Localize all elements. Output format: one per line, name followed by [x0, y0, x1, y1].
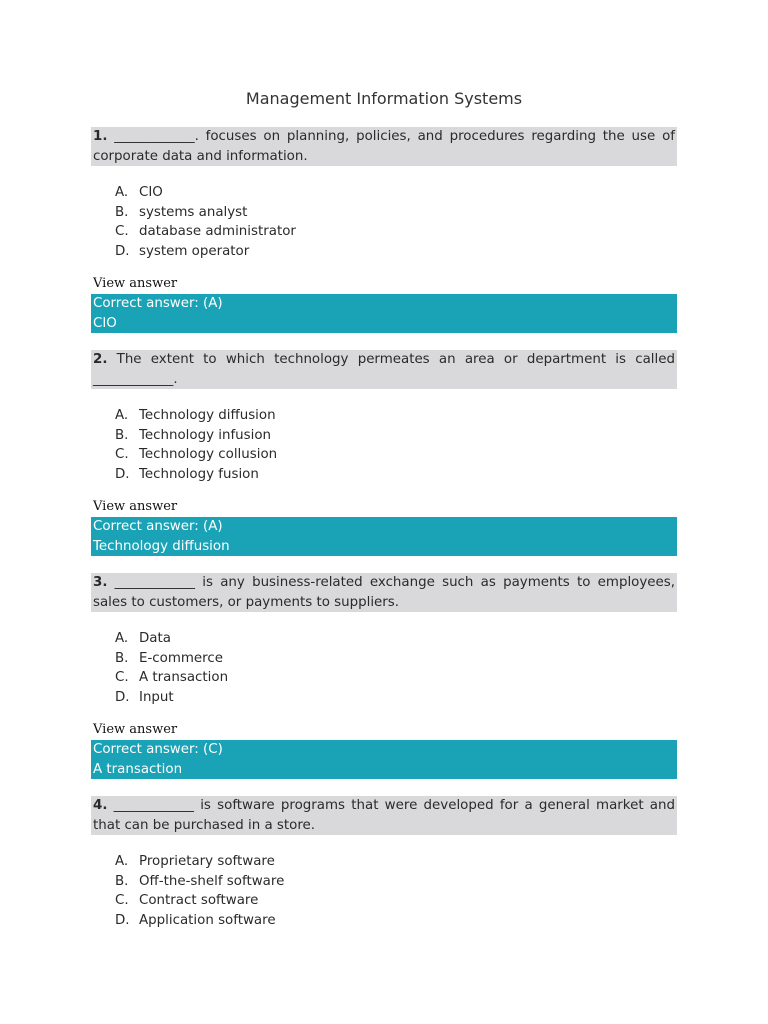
question-body: The extent to which technology permeates an area or department is called ____________. — [93, 352, 675, 387]
view-answer-link[interactable]: View answer — [93, 276, 178, 291]
correct-answer-label: Correct answer: (A) — [93, 296, 223, 311]
option-list-4 — [115, 852, 284, 930]
correct-answer-box — [91, 517, 677, 556]
option-a: A. Proprietary software — [115, 854, 275, 869]
option-list-1 — [115, 183, 296, 261]
option-d: D. Input — [115, 689, 174, 705]
question-number: 2. — [93, 352, 108, 367]
view-answer-link[interactable]: View answer — [93, 722, 178, 737]
correct-answer-text: Technology diffusion — [93, 538, 230, 554]
question-number: 3. — [93, 575, 108, 590]
option-c: C. Contract software — [115, 893, 259, 908]
question-body: ____________ is any business-related exchange such as payments to employees, sales to customers, or payments to suppliers. — [93, 575, 675, 610]
page-title: Management Information Systems — [245, 89, 523, 108]
option-c: C. database administrator — [115, 224, 296, 239]
option-c: C. Technology collusion — [115, 447, 278, 462]
option-list-2 — [115, 406, 277, 484]
question-block-2 — [91, 350, 677, 554]
correct-answer-box — [91, 740, 677, 779]
question-body: ____________ is software programs that were developed for a general market and that can be purchased in a store. — [93, 798, 675, 833]
correct-answer-label: Correct answer: (C) — [93, 742, 223, 757]
question-text-3 — [91, 573, 677, 612]
correct-answer-label: Correct answer: (A) — [93, 519, 223, 534]
option-a: A. CIO — [115, 185, 163, 200]
question-text-2 — [91, 350, 677, 389]
option-c: C. A transaction — [115, 670, 229, 685]
question-number: 1. — [93, 129, 108, 144]
option-a: A. Data — [115, 631, 171, 646]
option-d: D. Application software — [115, 912, 276, 928]
option-b: B. Off-the-shelf software — [115, 873, 285, 889]
question-number: 4. — [93, 798, 108, 813]
option-b: B. systems analyst — [115, 204, 248, 220]
option-b: B. E-commerce — [115, 650, 223, 666]
question-text-1 — [91, 127, 677, 166]
question-block-3 — [91, 573, 677, 777]
question-block-1 — [91, 127, 677, 331]
option-d: D. system operator — [115, 243, 250, 259]
option-a: A. Technology diffusion — [115, 408, 276, 423]
view-answer-link[interactable]: View answer — [93, 499, 178, 514]
correct-answer-text: A transaction — [93, 761, 183, 777]
correct-answer-text: CIO — [93, 315, 117, 331]
option-d: D. Technology fusion — [115, 466, 259, 482]
option-list-3 — [115, 629, 228, 707]
question-body: ____________. focuses on planning, policies, and procedures regarding the use of corporate data and information. — [93, 129, 675, 164]
correct-answer-box — [91, 294, 677, 333]
question-text-4 — [91, 796, 677, 835]
question-block-4 — [91, 796, 677, 928]
option-b: B. Technology infusion — [115, 427, 272, 443]
